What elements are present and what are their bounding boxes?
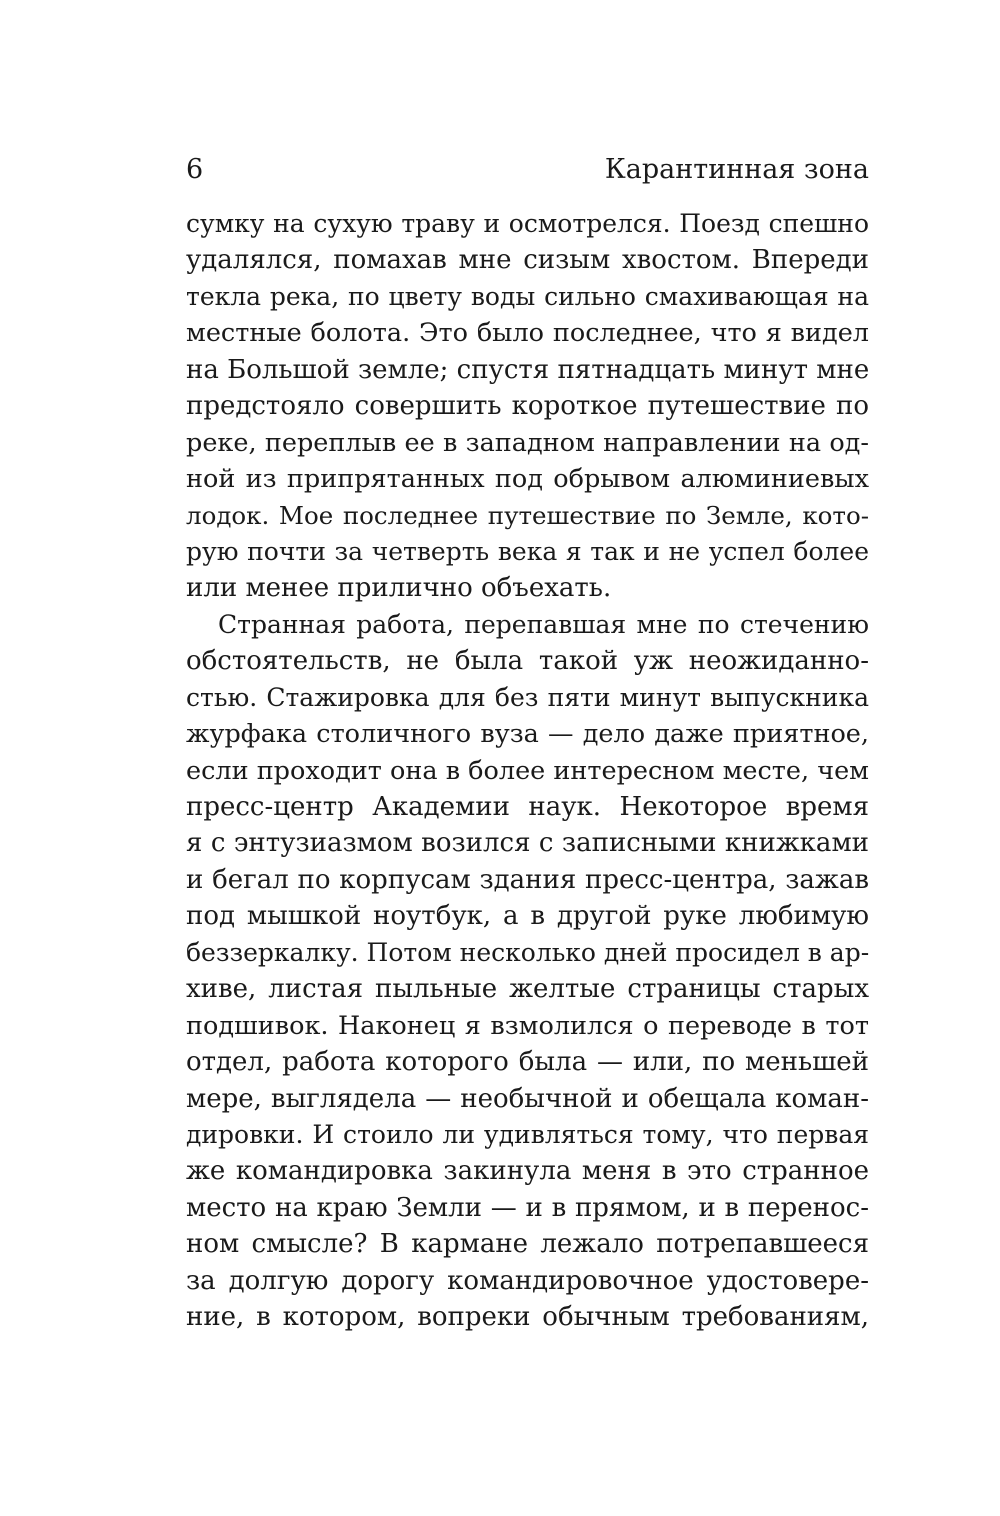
chapter-title: Карантинная зона	[604, 154, 869, 185]
text-line: местные болота. Это было последнее, что я видел	[186, 318, 869, 349]
text-line: отдел, работа которого была — или, по меньшей	[186, 1047, 869, 1078]
text-line: же командировка закинула меня в это странное	[186, 1156, 869, 1187]
text-line: ной из припрятанных под обрывом алюминиевых	[186, 464, 869, 495]
text-line: беззеркалку. Потом несколько дней просидел в ар-	[186, 937, 870, 967]
text-line: предстояло совершить короткое путешествие по	[186, 391, 869, 422]
text-line: я с энтузиазмом возился с записными книжками	[186, 828, 869, 859]
text-line: лодок. Мое последнее путешествие по Земле, кото-	[186, 500, 869, 530]
text-line: стью. Стажировка для без пяти минут выпускника	[186, 682, 869, 712]
text-line: сумку на сухую траву и осмотрелся. Поезд спешно	[186, 209, 869, 238]
text-line: на Большой земле; спустя пятнадцать минут мне	[186, 354, 870, 385]
text-line: и бегал по корпусам здания пресс-центра, зажав	[186, 864, 869, 895]
text-line: реке, переплыв ее в западном направлении на од-	[186, 427, 869, 458]
paragraph-2	[186, 607, 869, 1336]
text-line: удалялся, помахав мне сизым хвостом. Впереди	[186, 245, 869, 276]
page-number: 6	[186, 154, 204, 185]
paragraph-1	[186, 206, 869, 607]
text-line: обстоятельств, не была такой уж неожиданно-	[186, 646, 869, 677]
text-line: ние, в котором, вопреки обычным требованиям,	[186, 1302, 869, 1333]
text-line: пресс-центр Академии наук. Некоторое время	[186, 792, 869, 822]
body-text	[186, 206, 869, 1336]
running-head	[186, 150, 869, 190]
text-line: Странная работа, перепавшая мне по стечению	[218, 609, 869, 639]
text-line: под мышкой ноутбук, а в другой руке любимую	[186, 901, 869, 932]
text-line: мере, выглядела — необычной и обещала коман-	[186, 1083, 869, 1114]
text-line: место на краю Земли — и в прямом, и в перенос-	[186, 1192, 869, 1223]
text-line: рую почти за четверть века я так и не успел более	[186, 536, 869, 566]
text-line: хиве, листая пыльные желтые страницы старых	[186, 974, 869, 1005]
text-line: если проходит она в более интересном месте, чем	[186, 755, 869, 786]
text-line: ном смысле? В кармане лежало потрепавшееся	[186, 1229, 869, 1260]
text-line: или менее прилично объехать.	[186, 573, 612, 604]
text-line: дировки. И стоило ли удивляться тому, что первая	[186, 1119, 869, 1149]
text-line: журфака столичного вуза — дело даже приятное,	[186, 719, 869, 750]
text-line: за долгую дорогу командировочное удостовере-	[186, 1265, 869, 1296]
text-line: текла река, по цвету воды сильно смахивающая на	[186, 281, 869, 311]
text-line: подшивок. Наконец я взмолился о переводе в тот	[186, 1010, 869, 1041]
